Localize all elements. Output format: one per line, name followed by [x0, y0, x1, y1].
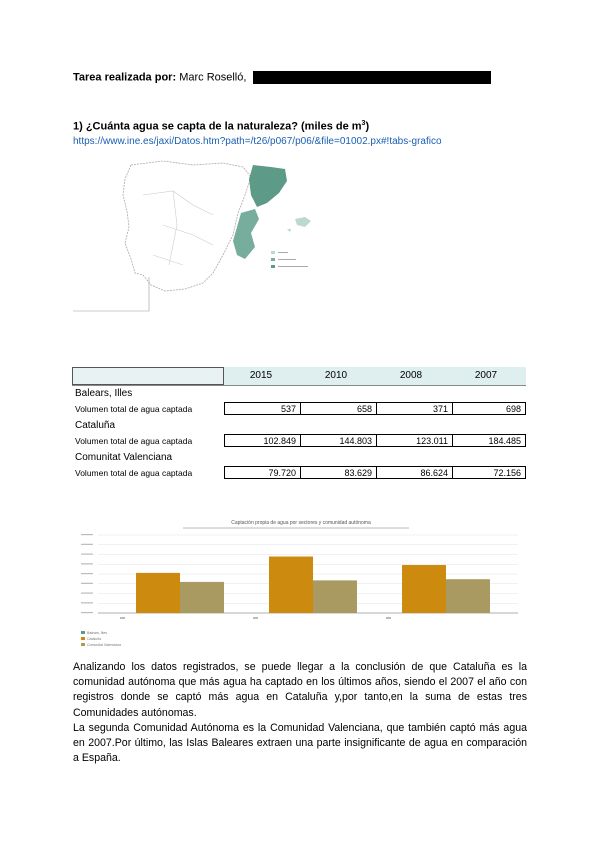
cell: 86.624 — [376, 466, 453, 479]
y-tick-label — [81, 544, 93, 545]
chart-title: Captación propia de agua por sectores y comunidad autónoma — [231, 520, 371, 526]
x-tick-label — [386, 617, 391, 619]
bar-catalu-a-2015 — [136, 573, 180, 613]
legend-label: Comunitat Valenciana — [87, 643, 121, 647]
bar-chart — [73, 515, 528, 650]
analysis-paragraph-2: La segunda Comunidad Autónoma es la Comunidad Valenciana, que también captó más agua en 2007.Por último, las Islas Baleares extraen una parte insignificante de agua en comparación a España. — [73, 721, 527, 765]
bar-catalu-a-2010 — [269, 557, 313, 613]
redaction-bar — [253, 71, 491, 84]
row-label: Volumen total de agua captada — [75, 468, 193, 478]
region-cataluna: Cataluña — [75, 420, 116, 431]
cell: 123.011 — [376, 434, 453, 447]
y-tick-label — [81, 534, 93, 535]
cell: 72.156 — [452, 466, 526, 479]
row-label: Volumen total de agua captada — [75, 404, 193, 414]
y-tick-label — [81, 554, 93, 555]
bar-catalu-a-2008 — [402, 565, 446, 613]
legend-swatch — [81, 637, 85, 640]
col-2010: 2010 — [324, 370, 348, 381]
y-tick-label — [81, 573, 93, 574]
author-name: Marc Roselló, — [179, 71, 247, 84]
bar-comunitat-valenciana-2010 — [313, 580, 357, 613]
analysis-paragraph-1: Analizando los datos registrados, se puede llegar a la conclusión de que Cataluña es la comunidad autónoma que más agua ha captado en los últimos años, siendo el 2007 el año con registros donde se captó más agua en Cataluña y,por tanto,en la suma de estas tres Comunidades autónomas. — [73, 661, 527, 719]
table-row — [72, 433, 526, 450]
cataluna-region — [249, 165, 287, 207]
cell: 79.720 — [224, 466, 301, 479]
bar-comunitat-valenciana-2008 — [446, 579, 490, 613]
cell: 658 — [300, 402, 377, 415]
cell: 83.629 — [300, 466, 377, 479]
unit-superscript: 3 — [361, 120, 366, 127]
region-valenciana: Comunitat Valenciana — [75, 452, 173, 463]
author-label: Tarea realizada por: — [73, 71, 177, 84]
cell: 184.485 — [452, 434, 526, 447]
spain-outline — [123, 161, 251, 291]
x-tick-label — [253, 617, 258, 619]
valenciana-region — [233, 209, 259, 259]
legend-label: Balears, Illes — [87, 631, 108, 635]
question-title: 1) ¿Cuánta agua se capta de la naturaleza? (miles de $m^3$) — [73, 120, 370, 133]
y-tick-label — [81, 612, 93, 613]
col-2015: 2015 — [249, 370, 273, 381]
cell: 144.803 — [300, 434, 377, 447]
bar-comunitat-valenciana-2015 — [180, 582, 224, 613]
legend-swatch — [81, 643, 85, 646]
table-row — [72, 401, 526, 418]
source-link[interactable]: https://www.ine.es/jaxi/Datos.htm?path=/t26/p067/p06/&file=01002.px#!tabs-grafico — [73, 136, 442, 147]
y-tick-label — [81, 563, 93, 564]
cell: 102.849 — [224, 434, 301, 447]
table-header — [72, 367, 526, 385]
spain-map — [73, 155, 333, 315]
analysis-text — [73, 660, 527, 766]
cell: 698 — [452, 402, 526, 415]
table-row — [72, 465, 526, 482]
data-table — [72, 367, 526, 482]
y-tick-label — [81, 593, 93, 594]
region-baleares: Balears, Illes — [72, 385, 526, 401]
cell: 371 — [376, 402, 453, 415]
legend-swatch — [81, 631, 85, 634]
row-label: Volumen total de agua captada — [75, 436, 193, 446]
y-tick-label — [81, 583, 93, 584]
y-tick-label — [81, 602, 93, 603]
author-line — [73, 71, 491, 84]
col-2008: 2008 — [399, 370, 423, 381]
cell: 537 — [224, 402, 301, 415]
table-corner — [72, 367, 224, 385]
baleares-region — [287, 217, 311, 232]
x-tick-label — [120, 617, 125, 619]
col-2007: 2007 — [474, 370, 498, 381]
legend-label: Cataluña — [87, 637, 102, 641]
